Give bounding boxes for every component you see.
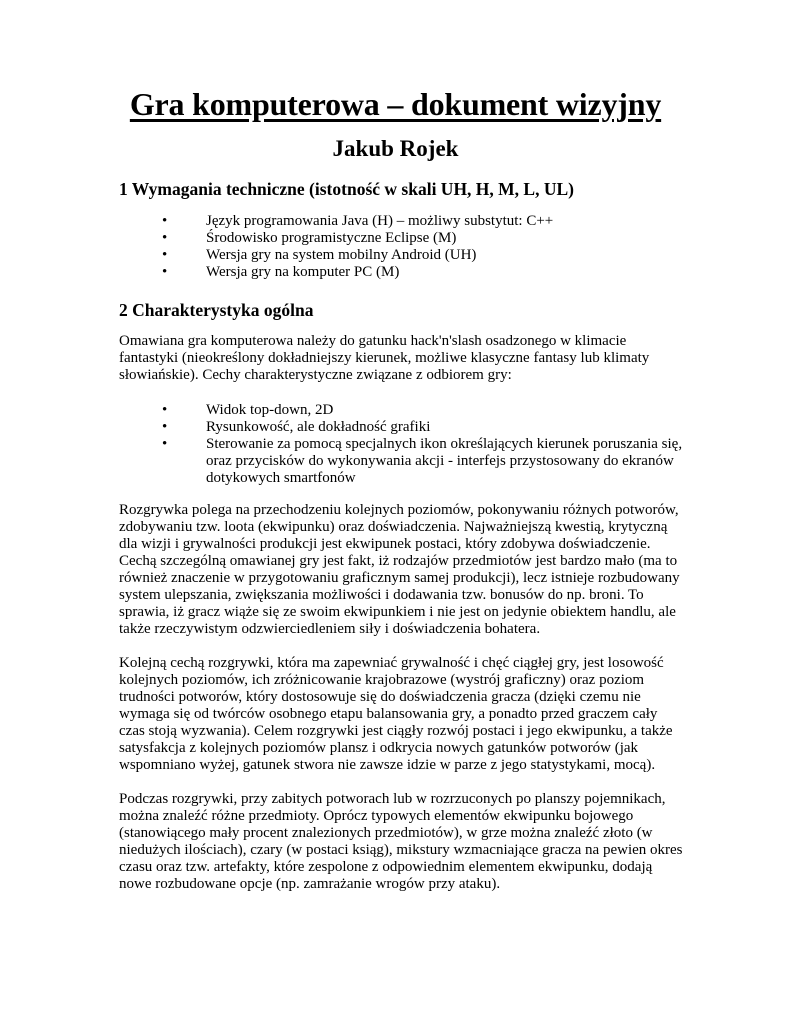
- document-title: Gra komputerowa – dokument wizyjny: [129, 86, 662, 122]
- technical-requirements-list: [119, 213, 679, 281]
- bullet-icon: •: [162, 402, 168, 418]
- bullet-icon: •: [162, 213, 168, 229]
- randomness-paragraph: Kolejną cechą rozgrywki, która ma zapewniać grywalność i chęć ciągłej gry, jest losowość kolejnych poziomów, ich zróżnicowanie krajobrazowe (wystrój graficzny) oraz poziom trudności potworów, który dostosowuje się do doświadczenia gracza (dzięki czemu nie wymaga się od twórców osobnego etapu balansowania gry, a ponadto przed graczem cały czas stoją wyzwania). Celem rozgrywki jest ciągły rozwój postaci i jego ekwipunku, a także satysfakcja z kolejnych poziomów plansz i odkrycia nowych gatunków potworów (jak wspomniano wyżej, gatunek stwora nie zawsze idzie w parze z jego statystykami, mocą).: [119, 655, 673, 774]
- bullet-icon: •: [162, 264, 168, 280]
- bullet-icon: •: [162, 247, 168, 263]
- list-item: • Język programowania Java (H) – możliwy substytut: C++: [162, 213, 554, 229]
- bullet-icon: •: [162, 436, 168, 452]
- document-author: Jakub Rojek: [332, 136, 459, 161]
- bullet-icon: •: [162, 230, 168, 246]
- section-1-heading: 1 Wymagania techniczne (istotność w skali UH, H, M, L, UL): [119, 179, 574, 199]
- list-item: • Sterowanie za pomocą specjalnych ikon określających kierunek poruszania się, oraz przycisków do wykonywania akcji - interfejs przystosowany do ekranów dotykowych smartfonów: [162, 436, 683, 486]
- list-item: • Wersja gry na komputer PC (M): [162, 264, 400, 280]
- bullet-icon: •: [162, 419, 168, 435]
- list-item: • Środowisko programistyczne Eclipse (M): [162, 230, 457, 246]
- items-paragraph: Podczas rozgrywki, przy zabitych potworach lub w rozrzuconych po planszy pojemnikach, można znaleźć różne przedmioty. Oprócz typowych elementów ekwipunku bojowego (stanowiącego mały procent znalezionych przedmiotów), w grze można znaleźć złoto (w niedużych ilościach), czary (w postaci ksiąg), mikstury wzmacniające gracza na pewien okres czasu oraz tzw. artefakty, które zespolone z odpowiednim elementem ekwipunku, dodają nowe rozbudowane opcje (np. zamrażanie wrogów przy ataku).: [119, 791, 683, 893]
- game-features-list: [119, 402, 683, 487]
- list-item: • Rysunkowość, ale dokładność grafiki: [162, 419, 431, 435]
- intro-paragraph: Omawiana gra komputerowa należy do gatunku hack'n'slash osadzonego w klimacie fantastyki (nieokreślony dokładniejszy kierunek, możliwe klasyczne fantasy lub klimaty słowiańskie). Cechy charakterystyczne związane z odbiorem gry:: [119, 333, 650, 384]
- gameplay-paragraph: Rozgrywka polega na przechodzeniu kolejnych poziomów, pokonywaniu różnych potworów, zdobywaniu tzw. loota (ekwipunku) oraz doświadczenia. Najważniejszą kwestią, krytyczną dla wizji i grywalności produkcji jest ekwipunek postaci, który zdobywa doświadczenie. Cechą szczególną omawianej gry jest fakt, iż rodzajów przedmiotów jest bardzo mało (ma to również znaczenie w przygotowaniu graficznym samej produkcji), lecz istnieje rozbudowany system ulepszania, zwiększania możliwości i dodawania tzw. bonusów do np. broni. To sprawia, iż gracz wiąże się ze swoim ekwipunkiem i nie jest on jedynie obiektem handlu, ale także rzeczywistym odzwierciedleniem siły i doświadczenia bohatera.: [119, 502, 680, 638]
- list-item: • Wersja gry na system mobilny Android (UH): [162, 247, 477, 263]
- section-2-heading: 2 Charakterystyka ogólna: [119, 300, 314, 320]
- list-item: • Widok top-down, 2D: [162, 402, 334, 418]
